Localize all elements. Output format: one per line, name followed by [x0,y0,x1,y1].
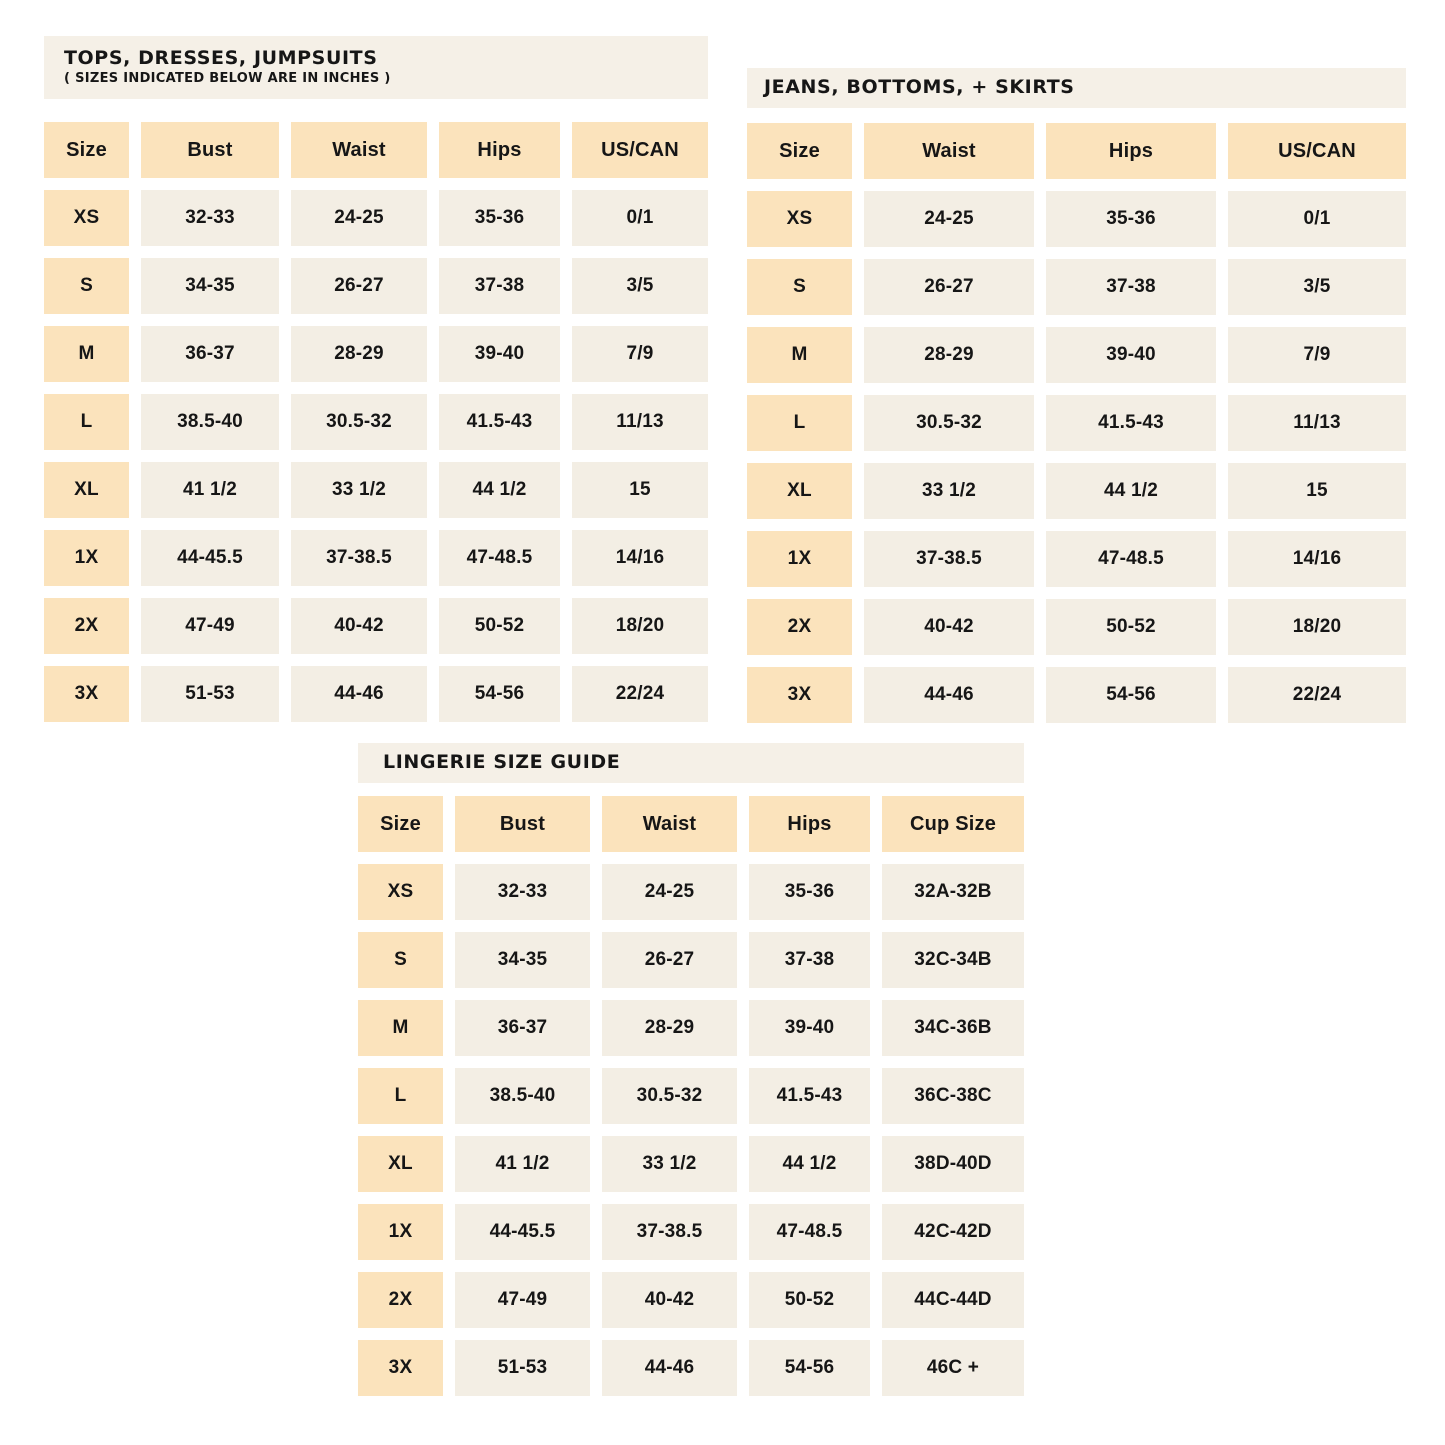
measurement-cell: 33 1/2 [864,463,1034,519]
measurement-cell: 50-52 [1046,599,1216,655]
measurement-cell: 11/13 [572,394,708,450]
measurement-cell: 50-52 [439,598,560,654]
measurement-cell: 44-45.5 [141,530,279,586]
column-header-us-can: US/CAN [572,122,708,178]
measurement-cell: 34-35 [141,258,279,314]
size-label: 3X [44,666,129,722]
measurement-cell: 34-35 [455,932,590,988]
measurement-cell: 30.5-32 [291,394,427,450]
tops-table-title: TOPS, DRESSES, JUMPSUITS [64,47,378,70]
size-label: L [358,1068,443,1124]
measurement-cell: 7/9 [572,326,708,382]
measurement-cell: 18/20 [572,598,708,654]
size-label: 3X [358,1340,443,1396]
measurement-cell: 33 1/2 [602,1136,737,1192]
measurement-cell: 32-33 [455,864,590,920]
jeans-bottoms-skirts-table [747,68,1406,723]
measurement-cell: 36-37 [455,1000,590,1056]
size-label: XL [358,1136,443,1192]
measurement-cell: 15 [1228,463,1406,519]
column-header-bust: Bust [141,122,279,178]
measurement-cell: 11/13 [1228,395,1406,451]
measurement-cell: 22/24 [1228,667,1406,723]
measurement-cell: 47-49 [455,1272,590,1328]
size-label: 2X [358,1272,443,1328]
tops-table-title-banner [44,36,708,99]
measurement-cell: 42C-42D [882,1204,1024,1260]
size-label: S [358,932,443,988]
measurement-cell: 41 1/2 [141,462,279,518]
measurement-cell: 47-48.5 [749,1204,870,1260]
column-header-size: Size [358,796,443,852]
measurement-cell: 51-53 [141,666,279,722]
measurement-cell: 32A-32B [882,864,1024,920]
size-label: S [44,258,129,314]
measurement-cell: 44 1/2 [749,1136,870,1192]
measurement-cell: 18/20 [1228,599,1406,655]
measurement-cell: 41.5-43 [439,394,560,450]
measurement-cell: 38.5-40 [141,394,279,450]
lingerie-table-title: LINGERIE SIZE GUIDE [383,751,621,774]
measurement-cell: 14/16 [572,530,708,586]
measurement-cell: 34C-36B [882,1000,1024,1056]
measurement-cell: 32-33 [141,190,279,246]
measurement-cell: 36C-38C [882,1068,1024,1124]
size-label: 2X [44,598,129,654]
measurement-cell: 37-38 [1046,259,1216,315]
measurement-cell: 44 1/2 [439,462,560,518]
size-label: M [44,326,129,382]
measurement-cell: 3/5 [572,258,708,314]
measurement-cell: 51-53 [455,1340,590,1396]
measurement-cell: 47-48.5 [439,530,560,586]
size-label: L [747,395,852,451]
size-label: 1X [44,530,129,586]
measurement-cell: 26-27 [602,932,737,988]
measurement-cell: 35-36 [1046,191,1216,247]
measurement-cell: 3/5 [1228,259,1406,315]
measurement-cell: 37-38.5 [864,531,1034,587]
size-label: 1X [358,1204,443,1260]
measurement-cell: 24-25 [291,190,427,246]
tops-table-grid [44,122,708,722]
measurement-cell: 37-38 [749,932,870,988]
measurement-cell: 35-36 [749,864,870,920]
column-header-hips: Hips [749,796,870,852]
measurement-cell: 44-46 [602,1340,737,1396]
tops-table-subtitle: ( SIZES INDICATED BELOW ARE IN INCHES ) [64,71,391,87]
size-label: M [747,327,852,383]
column-header-hips: Hips [439,122,560,178]
measurement-cell: 26-27 [291,258,427,314]
size-label: S [747,259,852,315]
measurement-cell: 54-56 [749,1340,870,1396]
measurement-cell: 30.5-32 [602,1068,737,1124]
measurement-cell: 35-36 [439,190,560,246]
measurement-cell: 41.5-43 [749,1068,870,1124]
column-header-us-can: US/CAN [1228,123,1406,179]
measurement-cell: 28-29 [864,327,1034,383]
column-header-waist: Waist [291,122,427,178]
size-label: 3X [747,667,852,723]
measurement-cell: 54-56 [439,666,560,722]
measurement-cell: 28-29 [291,326,427,382]
column-header-waist: Waist [602,796,737,852]
measurement-cell: 47-49 [141,598,279,654]
measurement-cell: 38.5-40 [455,1068,590,1124]
size-label: 2X [747,599,852,655]
measurement-cell: 22/24 [572,666,708,722]
size-label: 1X [747,531,852,587]
size-label: XL [44,462,129,518]
size-label: M [358,1000,443,1056]
measurement-cell: 39-40 [439,326,560,382]
measurement-cell: 40-42 [291,598,427,654]
measurement-cell: 44-46 [864,667,1034,723]
measurement-cell: 41 1/2 [455,1136,590,1192]
measurement-cell: 40-42 [864,599,1034,655]
measurement-cell: 26-27 [864,259,1034,315]
measurement-cell: 44 1/2 [1046,463,1216,519]
measurement-cell: 33 1/2 [291,462,427,518]
tops-dresses-jumpsuits-table [44,36,708,722]
column-header-hips: Hips [1046,123,1216,179]
column-header-bust: Bust [455,796,590,852]
measurement-cell: 37-38 [439,258,560,314]
measurement-cell: 41.5-43 [1046,395,1216,451]
measurement-cell: 7/9 [1228,327,1406,383]
size-label: XS [747,191,852,247]
column-header-size: Size [44,122,129,178]
size-label: XL [747,463,852,519]
measurement-cell: 46C + [882,1340,1024,1396]
measurement-cell: 44-45.5 [455,1204,590,1260]
measurement-cell: 47-48.5 [1046,531,1216,587]
lingerie-table-grid [358,796,1024,1396]
measurement-cell: 54-56 [1046,667,1216,723]
column-header-cup-size: Cup Size [882,796,1024,852]
jeans-table-title-banner [747,68,1406,108]
measurement-cell: 24-25 [864,191,1034,247]
measurement-cell: 50-52 [749,1272,870,1328]
size-label: XS [44,190,129,246]
measurement-cell: 40-42 [602,1272,737,1328]
measurement-cell: 14/16 [1228,531,1406,587]
column-header-waist: Waist [864,123,1034,179]
measurement-cell: 28-29 [602,1000,737,1056]
measurement-cell: 38D-40D [882,1136,1024,1192]
measurement-cell: 37-38.5 [291,530,427,586]
measurement-cell: 32C-34B [882,932,1024,988]
lingerie-table-title-banner [358,743,1024,783]
measurement-cell: 39-40 [1046,327,1216,383]
measurement-cell: 44C-44D [882,1272,1024,1328]
measurement-cell: 44-46 [291,666,427,722]
column-header-size: Size [747,123,852,179]
measurement-cell: 36-37 [141,326,279,382]
measurement-cell: 37-38.5 [602,1204,737,1260]
measurement-cell: 39-40 [749,1000,870,1056]
measurement-cell: 24-25 [602,864,737,920]
measurement-cell: 0/1 [572,190,708,246]
measurement-cell: 30.5-32 [864,395,1034,451]
jeans-table-title: JEANS, BOTTOMS, + SKIRTS [764,76,1075,99]
jeans-table-grid [747,123,1406,723]
size-label: L [44,394,129,450]
measurement-cell: 15 [572,462,708,518]
size-label: XS [358,864,443,920]
measurement-cell: 0/1 [1228,191,1406,247]
lingerie-size-guide-table [358,743,1024,1396]
